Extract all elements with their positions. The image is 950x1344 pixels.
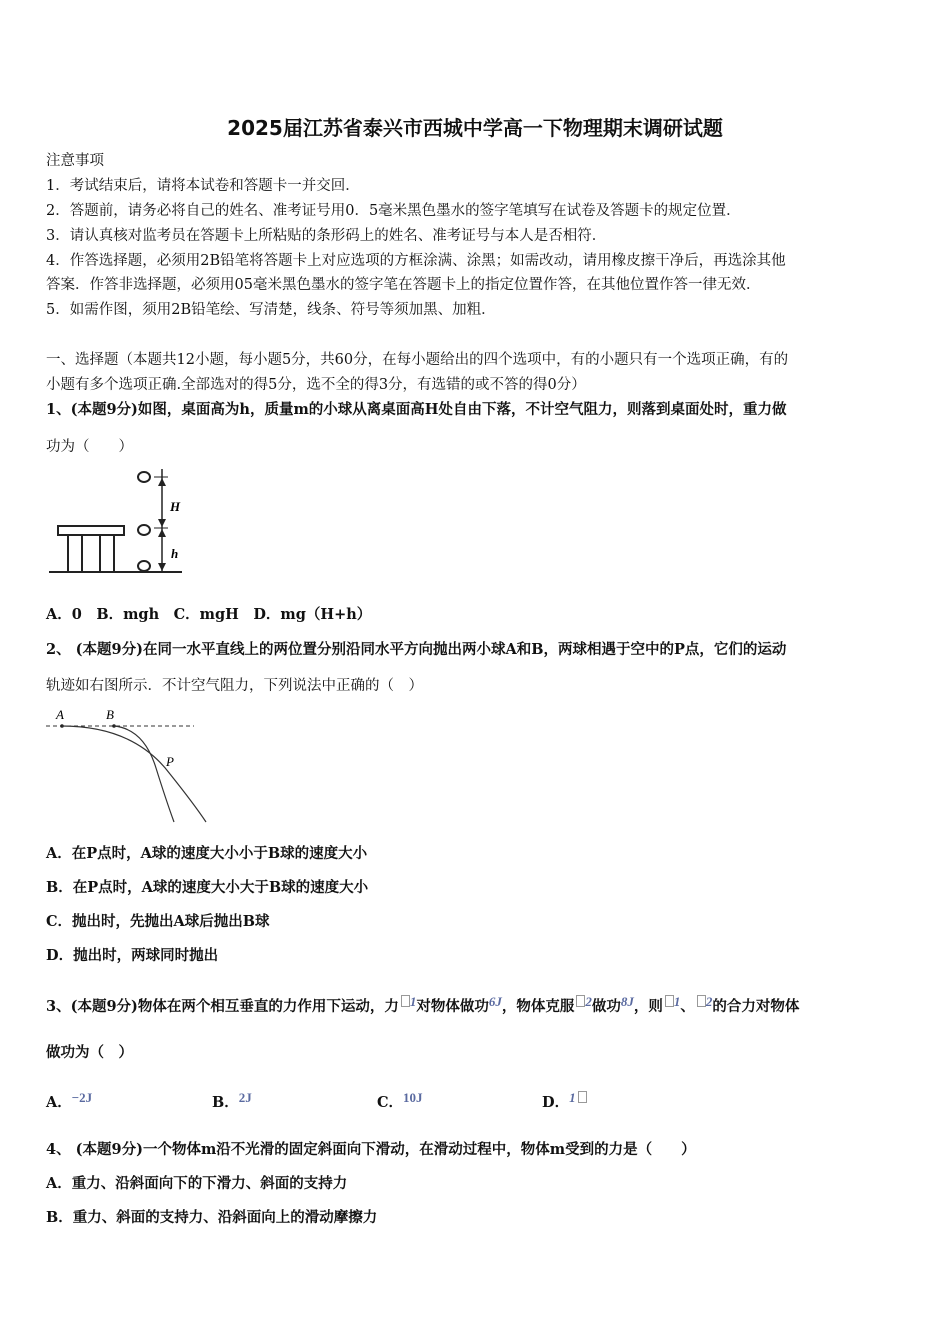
arrow-down-icon bbox=[158, 563, 166, 571]
label-H: H bbox=[170, 499, 181, 514]
q3-option-b bbox=[212, 1090, 252, 1112]
option-label: B． bbox=[212, 1094, 239, 1111]
notice-heading: 注意事项 bbox=[46, 153, 104, 169]
arrow-down-icon bbox=[158, 519, 166, 527]
q1-options: A．0 B．mgh C．mgH D．mg（H+h） bbox=[46, 606, 372, 623]
q4-option-b: B．重力、斜面的支持力、沿斜面向上的滑动摩擦力 bbox=[46, 1209, 378, 1226]
q3-text: 做功 bbox=[591, 998, 621, 1015]
q3-text: 、 bbox=[680, 998, 695, 1015]
q4-stem: 4、 (本题9分)一个物体m沿不光滑的固定斜面向下滑动，在滑动过程中，物体m受到的力是（ ） bbox=[46, 1141, 696, 1158]
notice-item: 5．如需作图，须用2B铅笔绘、写清楚，线条、符号等须加黑、加粗． bbox=[46, 302, 496, 318]
q3-option-a bbox=[46, 1090, 92, 1112]
q2-option-a: A．在P点时，A球的速度大小小于B球的速度大小 bbox=[46, 845, 368, 862]
q3-stem-cont: 做功为（ ） bbox=[46, 1044, 133, 1061]
q3-text: 对物体做功 bbox=[416, 998, 489, 1015]
formula-box-icon bbox=[578, 1091, 587, 1103]
trajectory-A bbox=[62, 726, 206, 822]
q3-option-d bbox=[542, 1090, 587, 1112]
notice-item: 1．考试结束后，请将本试卷和答题卡一并交回． bbox=[46, 178, 360, 194]
label-A: A bbox=[56, 707, 64, 722]
q3-text: ，则 bbox=[633, 998, 663, 1015]
option-value: 2J bbox=[238, 1090, 252, 1105]
notice-item: 答案．作答非选择题，必须用05毫米黑色墨水的签字笔在答题卡上的指定位置作答，在其他位置作答一律无效． bbox=[46, 277, 761, 293]
q3-option-c bbox=[377, 1090, 423, 1112]
q3-text: 3、(本题9分)物体在两个相互垂直的力作用下运动，力 bbox=[46, 998, 399, 1015]
option-label: D． bbox=[542, 1094, 570, 1111]
arrow-up-icon bbox=[158, 529, 166, 537]
notice-item: 3．请认真核对监考员在答题卡上所粘贴的条形码上的姓名、准考证号与本人是否相符． bbox=[46, 228, 607, 244]
formula-box-icon bbox=[401, 995, 410, 1007]
formula-work-2: 8J bbox=[620, 994, 634, 1009]
formula-f2: 2 bbox=[705, 994, 713, 1009]
q2-option-c: C．抛出时，先抛出A球后抛出B球 bbox=[46, 913, 270, 930]
q3-text: 的合力对物体 bbox=[712, 998, 800, 1015]
option-label: C． bbox=[377, 1094, 404, 1111]
trajectory-B bbox=[114, 726, 174, 822]
formula-box-icon bbox=[665, 995, 674, 1007]
q1-figure bbox=[46, 466, 186, 578]
formula-work-1: 6J bbox=[488, 994, 502, 1009]
ball-icon bbox=[138, 525, 150, 535]
formula-f1: 1 bbox=[673, 994, 681, 1009]
option-value: 10J bbox=[403, 1090, 423, 1105]
q3-stem bbox=[46, 992, 799, 1017]
table-top bbox=[58, 526, 124, 535]
arrow-up-icon bbox=[158, 478, 166, 486]
q2-figure bbox=[44, 704, 208, 824]
section-heading: 一、选择题（本题共12小题，每小题5分，共60分，在每小题给出的四个选项中，有的小题只有一个选项正确，有的 bbox=[46, 352, 789, 368]
label-h: h bbox=[171, 546, 179, 561]
q1-stem-cont: 功为（ ） bbox=[46, 439, 133, 455]
q2-stem: 2、 (本题9分)在同一水平直线上的两位置分别沿同水平方向抛出两小球A和B，两球相遇于空中的P点，它们的运动 bbox=[46, 641, 787, 658]
section-heading-cont: 小题有多个选项正确.全部选对的得5分，选不全的得3分，有选错的或不答的得0分） bbox=[46, 377, 586, 393]
page-title: 2025届江苏省泰兴市西城中学高一下物理期末调研试题 bbox=[227, 116, 723, 140]
formula-f2: 2 bbox=[585, 994, 592, 1009]
option-value: 1 bbox=[569, 1090, 576, 1105]
q2-option-d: D．抛出时，两球同时抛出 bbox=[46, 947, 219, 964]
option-label: A． bbox=[46, 1094, 72, 1111]
label-B: B bbox=[106, 707, 114, 722]
option-value: −2J bbox=[71, 1090, 93, 1105]
q1-stem: 1、(本题9分)如图，桌面高为h，质量m的小球从离桌面高H处自由下落，不计空气阻力，则落到桌面处时，重力做 bbox=[46, 401, 787, 418]
q3-text: ，物体克服 bbox=[501, 998, 575, 1015]
q2-stem-cont: 轨迹如右图所示．不计空气阻力，下列说法中正确的（ ） bbox=[46, 678, 423, 694]
ball-icon bbox=[138, 561, 150, 571]
ball-icon bbox=[138, 472, 150, 482]
label-P: P bbox=[166, 754, 174, 769]
q2-option-b: B．在P点时，A球的速度大小大于B球的速度大小 bbox=[46, 879, 369, 896]
q4-option-a: A．重力、沿斜面向下的下滑力、斜面的支持力 bbox=[46, 1175, 348, 1192]
formula-box-icon bbox=[697, 995, 706, 1007]
notice-item: 2．答题前，请务必将自己的姓名、准考证号用0．5毫米黑色墨水的签字笔填写在试卷及答题卡的规定位置． bbox=[46, 203, 741, 219]
notice-item: 4．作答选择题，必须用2B铅笔将答题卡上对应选项的方框涂满、涂黑；如需改动，请用橡皮擦干净后，再选涂其他 bbox=[46, 253, 786, 269]
formula-f1: 1 bbox=[409, 994, 417, 1009]
